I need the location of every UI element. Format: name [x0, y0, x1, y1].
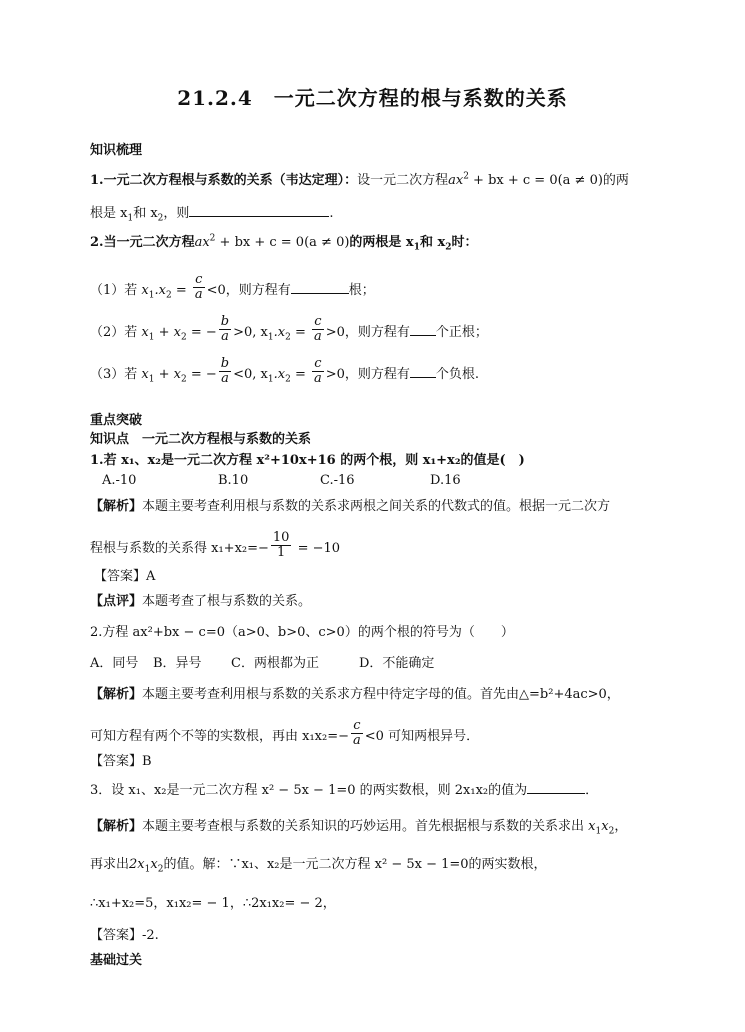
option-d[interactable]: D.16: [430, 473, 461, 488]
fraction: $\frac{10}{1}$: [272, 530, 290, 560]
question-1-analysis: 【解析】本题主要考查利用根与系数的关系求两根之间关系的代数式的值。根据一元二次方: [90, 499, 611, 514]
fraction: $\frac{b}{a}$: [220, 356, 230, 386]
knowledge-1-line-1: [90, 172, 629, 190]
question-1-answer: 【答案】A: [94, 569, 156, 584]
section-heading-knowledge: 知识梳理: [90, 143, 143, 158]
knowledge-1-lead: 1.一元二次方程根与系数的关系（韦达定理）：: [90, 173, 358, 188]
answer-blank[interactable]: [189, 203, 329, 217]
option-b[interactable]: B.10: [218, 473, 249, 488]
question-1-options: [102, 472, 461, 490]
equation: $ax^2$ + bx + c = 0(a ≠ 0): [448, 171, 603, 188]
knowledge-2-line: 2.当一元二次方程$ax^2$ + bx + c = 0(a ≠ 0)的两根是 $x_1$和 $x_2$时：: [90, 233, 478, 253]
fraction: $\frac{c}{a}$: [353, 718, 361, 748]
section-heading-basic: 基础过关: [90, 953, 143, 968]
answer-blank[interactable]: [527, 780, 585, 794]
knowledge-1-line-2: 根是 $x_1$和 $x_2$，则 .: [90, 203, 334, 223]
question-2-stem: 2.方程 ax²+bx − c=0（a>0、b>0、c>0）的两个根的符号为（ ）: [90, 625, 514, 640]
question-3-answer: 【答案】-2.: [90, 928, 159, 943]
fraction: $\frac{c}{a}$: [194, 272, 203, 302]
answer-blank[interactable]: [291, 280, 349, 294]
subsection-heading: 知识点 一元二次方程根与系数的关系: [90, 432, 312, 447]
option-d[interactable]: D．不能确定: [359, 656, 435, 671]
option-c[interactable]: C．两根都为正: [231, 656, 319, 671]
question-2-analysis: 【解析】本题主要考查利用根与系数的关系求方程中待定字母的值。首先由△=b²+4ac>0，: [90, 687, 620, 702]
fraction: $\frac{c}{a}$: [313, 314, 322, 344]
knowledge-1-text: 设一元二次方程: [357, 173, 449, 188]
option-a[interactable]: A.-10: [102, 473, 137, 488]
question-3-analysis-line-2: 再求出$2x_1x_2$的值。解：∵x₁、x₂是一元二次方程 x² − 5x − 1=0的两实数根，: [90, 857, 547, 875]
option-a[interactable]: A．同号: [90, 656, 139, 671]
question-1-comment: 【点评】本题考查了根与系数的关系。: [90, 594, 312, 609]
option-c[interactable]: C.-16: [320, 473, 355, 488]
option-b[interactable]: B．异号: [153, 656, 202, 671]
question-3-stem: 3．设 x₁、x₂是一元二次方程 x² − 5x − 1=0 的两实数根，则 2x₁x₂的值为 ．: [90, 780, 598, 800]
question-1-stem: 1.若 x₁、x₂是一元二次方程 x²+10x+16 的两个根，则 x₁+x₂的值是( ): [90, 453, 525, 468]
question-2-analysis-line-2: 可知方程有两个不等的实数根，再由 x₁x₂=− $\frac{c}{a}$ <0 可知两根异号．: [90, 718, 480, 748]
question-3-analysis: 【解析】本题主要考查根与系数的关系知识的巧妙运用。首先根据根与系数的关系求出 $x_1x_2$，: [90, 819, 628, 837]
equation: $ax^2$ + bx + c = 0(a ≠ 0): [194, 233, 350, 250]
condition-item-1: （1）若 $x_1.x_2$ = $\frac{c}{a}$ <0，则方程有 根；: [90, 272, 375, 302]
question-2-answer: 【答案】B: [90, 754, 152, 769]
answer-blank[interactable]: [410, 364, 436, 378]
question-3-analysis-line-3: ∴x₁+x₂=5，x₁x₂= − 1，∴2x₁x₂= − 2，: [90, 896, 336, 911]
question-2-options: [90, 655, 434, 673]
condition-item-3: （3）若 $x_1 + x_2$ = − $\frac{b}{a}$ <0, $x_1.x_2$ = $\frac{c}{a}$ >0，则方程有 个负根.: [90, 356, 480, 386]
fraction: $\frac{b}{a}$: [220, 314, 230, 344]
page-title: 21.2.4 一元二次方程的根与系数的关系: [177, 86, 568, 110]
fraction: $\frac{c}{a}$: [313, 356, 322, 386]
question-1-analysis-line-2: 程根与系数的关系得 x₁+x₂=− $\frac{10}{1}$ = −10: [90, 530, 341, 560]
answer-blank[interactable]: [410, 322, 436, 336]
section-heading-key: 重点突破: [90, 413, 143, 428]
knowledge-1-tail: 的两: [602, 173, 629, 188]
condition-item-2: （2）若 $x_1 + x_2$ = − $\frac{b}{a}$ >0, $x_1.x_2$ = $\frac{c}{a}$ >0，则方程有 个正根；: [90, 314, 488, 344]
